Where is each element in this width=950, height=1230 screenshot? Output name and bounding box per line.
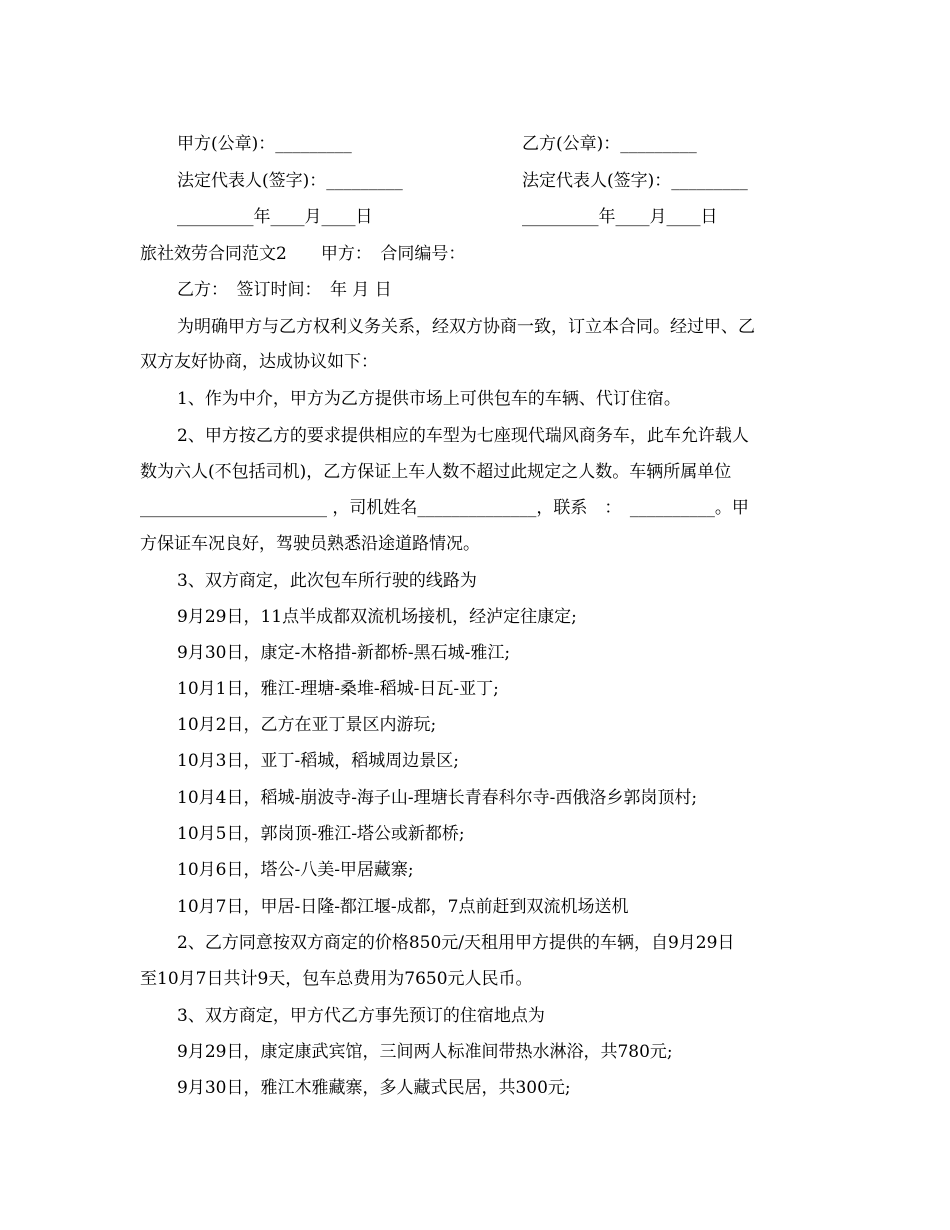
party-a-date-line: _________年____月____日 (177, 207, 373, 227)
document-title-line: 旅社效劳合同范文2 甲方： 合同编号： (140, 244, 466, 264)
party-b-sign-date-line: 乙方： 签订时间： 年 月 日 (177, 280, 392, 300)
clause-2-line-1: 2、甲方按乙方的要求提供相应的车型为七座现代瑞风商务车，此车允许载人 (177, 426, 749, 446)
party-a-representative-line: 法定代表人(签字)：_________ (177, 171, 403, 191)
route-item: 10月4日，稻城-崩波寺-海子山-理塘长青春科尔寺-西俄洛乡郭岗顶村; (177, 788, 698, 808)
clause-2-line-3: ______________________ ，司机姓名______________，联系 ： __________。甲 (140, 498, 749, 518)
route-item: 10月7日，甲居-日隆-都江堰-成都，7点前赶到双流机场送机 (177, 897, 629, 917)
route-item: 10月1日，雅江-理塘-桑堆-稻城-日瓦-亚丁; (177, 679, 499, 699)
lodging-item: 9月30日，雅江木雅藏寨，多人藏式民居，共300元; (177, 1078, 571, 1098)
price-clause-line-1: 2、乙方同意按双方商定的价格850元/天租用甲方提供的车辆，自9月29日 (177, 933, 735, 953)
route-item: 9月30日，康定-木格措-新都桥-黑石城-雅江; (177, 643, 511, 663)
intro-paragraph-line-2: 双方友好协商，达成协议如下： (140, 352, 378, 372)
clause-1: 1、作为中介，甲方为乙方提供市场上可供包车的车辆、代订住宿。 (177, 389, 681, 409)
route-item: 9月29日，11点半成都双流机场接机，经泸定往康定; (177, 607, 577, 627)
route-item: 10月6日，塔公-八美-甲居藏寨; (177, 860, 414, 880)
clause-2-line-2: 数为六人(不包括司机)，乙方保证上车人数不超过此规定之人数。车辆所属单位 (140, 462, 732, 482)
clause-2-line-4: 方保证车况良好，驾驶员熟悉沿途道路情况。 (140, 534, 480, 554)
route-item: 10月3日，亚丁-稻城，稻城周边景区; (177, 751, 459, 771)
lodging-clause-heading: 3、双方商定，甲方代乙方事先预订的住宿地点为 (177, 1006, 545, 1026)
lodging-item: 9月29日，康定康武宾馆，三间两人标准间带热水淋浴，共780元; (177, 1042, 673, 1062)
party-b-seal-line: 乙方(公章)：_________ (522, 134, 697, 154)
party-b-representative-line: 法定代表人(签字)：_________ (522, 171, 748, 191)
price-clause-line-2: 至10月7日共计9天，包车总费用为7650元人民币。 (140, 969, 533, 989)
route-item: 10月2日，乙方在亚丁景区内游玩; (177, 715, 437, 735)
intro-paragraph-line-1: 为明确甲方与乙方权利义务关系，经双方协商一致，订立本合同。经过甲、乙 (177, 317, 755, 337)
clause-3-route-heading: 3、双方商定，此次包车所行驶的线路为 (177, 571, 477, 591)
route-item: 10月5日，郭岗顶-雅江-塔公或新都桥; (177, 824, 465, 844)
party-a-seal-line: 甲方(公章)：_________ (177, 134, 352, 154)
party-b-date-line: _________年____月____日 (522, 207, 718, 227)
